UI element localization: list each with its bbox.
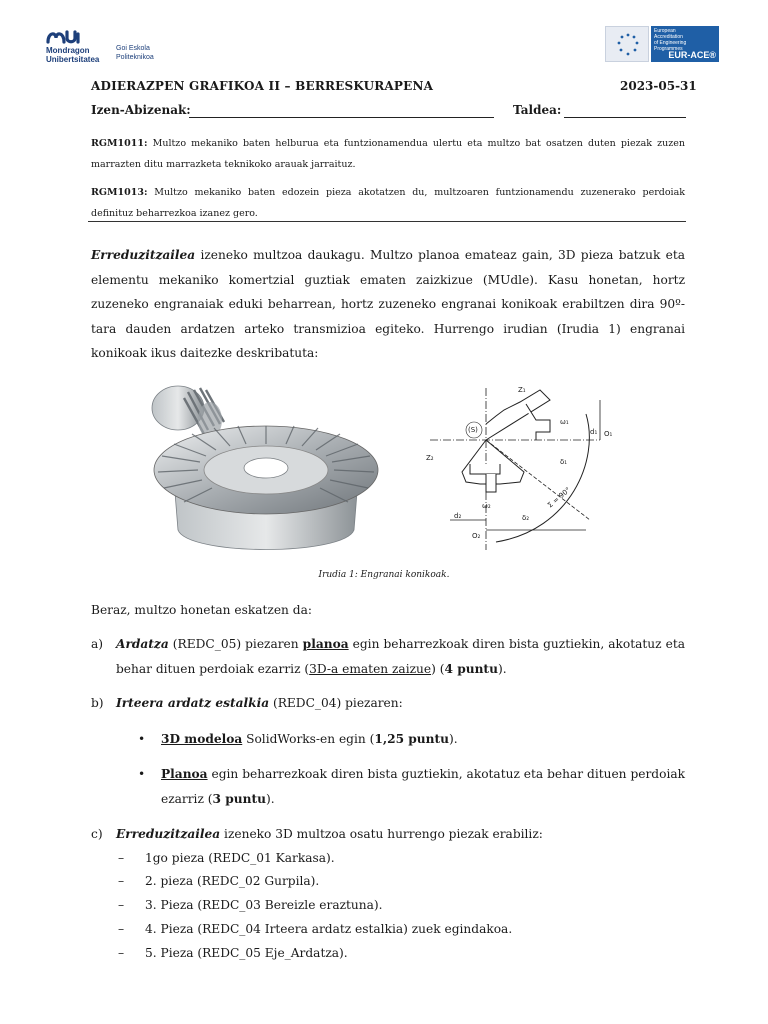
bullet-icon: • (138, 767, 146, 781)
task-label: a) (91, 637, 104, 651)
exam-date: 2023-05-31 (620, 79, 697, 93)
eu-stars-icon (605, 26, 649, 62)
label-z2: Z₂ (426, 454, 434, 462)
outcome-text: Multzo mekaniko baten edozein pieza akotatzen du, multzoaren funtzionamendu zuzenerako perdoiak definituz beharrezkoa izanez gero. (91, 187, 685, 219)
label-w1: ω₁ (560, 418, 569, 426)
task-b: b) Irteera ardatz estalkia (REDC_04) piezaren: (91, 691, 685, 715)
bevel-gear-icon (154, 426, 378, 550)
mondragon-logo (46, 26, 176, 66)
task-b-item-2: • Planoa egin beharrezkoak diren bista guztiekin, akotatuz eta behar dituen perdoiak ezarriz (3 puntu). (138, 762, 685, 812)
label-o2: O₂ (472, 532, 481, 540)
document-title: ADIERAZPEN GRAFIKOA II – BERRESKURAPENA (91, 79, 434, 93)
label-d2: d₂ (454, 512, 462, 520)
learning-outcome-2 (91, 182, 685, 224)
bullet-icon: • (138, 732, 146, 746)
name-field-label: Izen-Abizenak: (91, 103, 191, 117)
eur-ace-logo (605, 26, 719, 62)
bevel-gears-diagram (400, 380, 632, 562)
tasks-lead: Beraz, multzo honetan eskatzen da: (91, 603, 312, 617)
logo-sub2: Politeknikoa (116, 54, 154, 61)
intro-text: izeneko multzoa daukagu. Multzo planoa emateaz gain, 3D pieza batzuk eta elementu mekaniko komertzial guztiak ematen zaizkizue (MUdle). Kasu honetan, hortz zuzeneko engranaiak eduki beharrean, hortz zuzeneko engranai konikoak erabiltzen dira 90º-tara dauden ardatzen arteko transmizioa egiteko. Hurrengo irudian (Irudia 1) engranai konikoak ikus daitezke deskribatuta: (91, 248, 685, 360)
label-delta1: δ₁ (560, 458, 568, 466)
outcome-code: RGM1013: (91, 187, 148, 198)
eur-ace-label: EUR-ACE® (668, 50, 716, 60)
name-field-line[interactable] (189, 117, 494, 118)
label-delta2: δ₂ (522, 514, 530, 522)
label-d1: d₁ (590, 428, 598, 436)
mondragon-logo-mark-icon (46, 26, 82, 44)
bevel-gears-photo (148, 380, 384, 562)
logo-sub1: Goi Eskola (116, 45, 150, 52)
header-divider (88, 221, 686, 222)
outcome-text: Multzo mekaniko baten helburua eta funtzionamendua ulertu eta multzo bat osatzen duten piezak zuzen marrazten ditu marrazketa teknikoko arauak jarraituz. (91, 138, 685, 170)
task-c: c) Erreduzitzailea izeneko 3D multzoa osatu hurrengo piezak erabiliz: (91, 822, 685, 846)
eur-ace-badge: European Accreditation of Engineering Programmes EUR-ACE® (651, 26, 719, 62)
intro-paragraph (91, 243, 685, 366)
logo-line1: Mondragon (46, 46, 90, 55)
team-field-label: Taldea: (513, 103, 562, 117)
label-z1: Z₁ (518, 386, 526, 394)
label-o1: O₁ (604, 430, 613, 438)
label-w2: ω₂ (482, 502, 491, 510)
figure-caption: Irudia 1: Engranai konikoak. (318, 570, 450, 580)
team-field-line[interactable] (564, 117, 686, 118)
task-b-item-1: • 3D modeloa SolidWorks-en egin (1,25 puntu). (138, 727, 685, 751)
task-a: a) Ardatza (REDC_05) piezaren planoa egin beharrezkoak diren bista guztiekin, akotatuz eta behar dituen perdoiak ezarriz (3D-a ematen zaizue) (4 puntu). (91, 632, 685, 682)
task-label: b) (91, 696, 104, 710)
assembly-name: Erreduzitzailea (91, 248, 196, 262)
pinion-gear-icon (152, 386, 224, 438)
learning-outcome-1 (91, 133, 685, 175)
label-sigma: Σ = 90° (546, 485, 573, 510)
logo-line2: Unibertsitatea (46, 55, 100, 64)
task-label: c) (91, 827, 103, 841)
label-s: (S) (468, 426, 478, 434)
outcome-code: RGM1011: (91, 138, 148, 149)
